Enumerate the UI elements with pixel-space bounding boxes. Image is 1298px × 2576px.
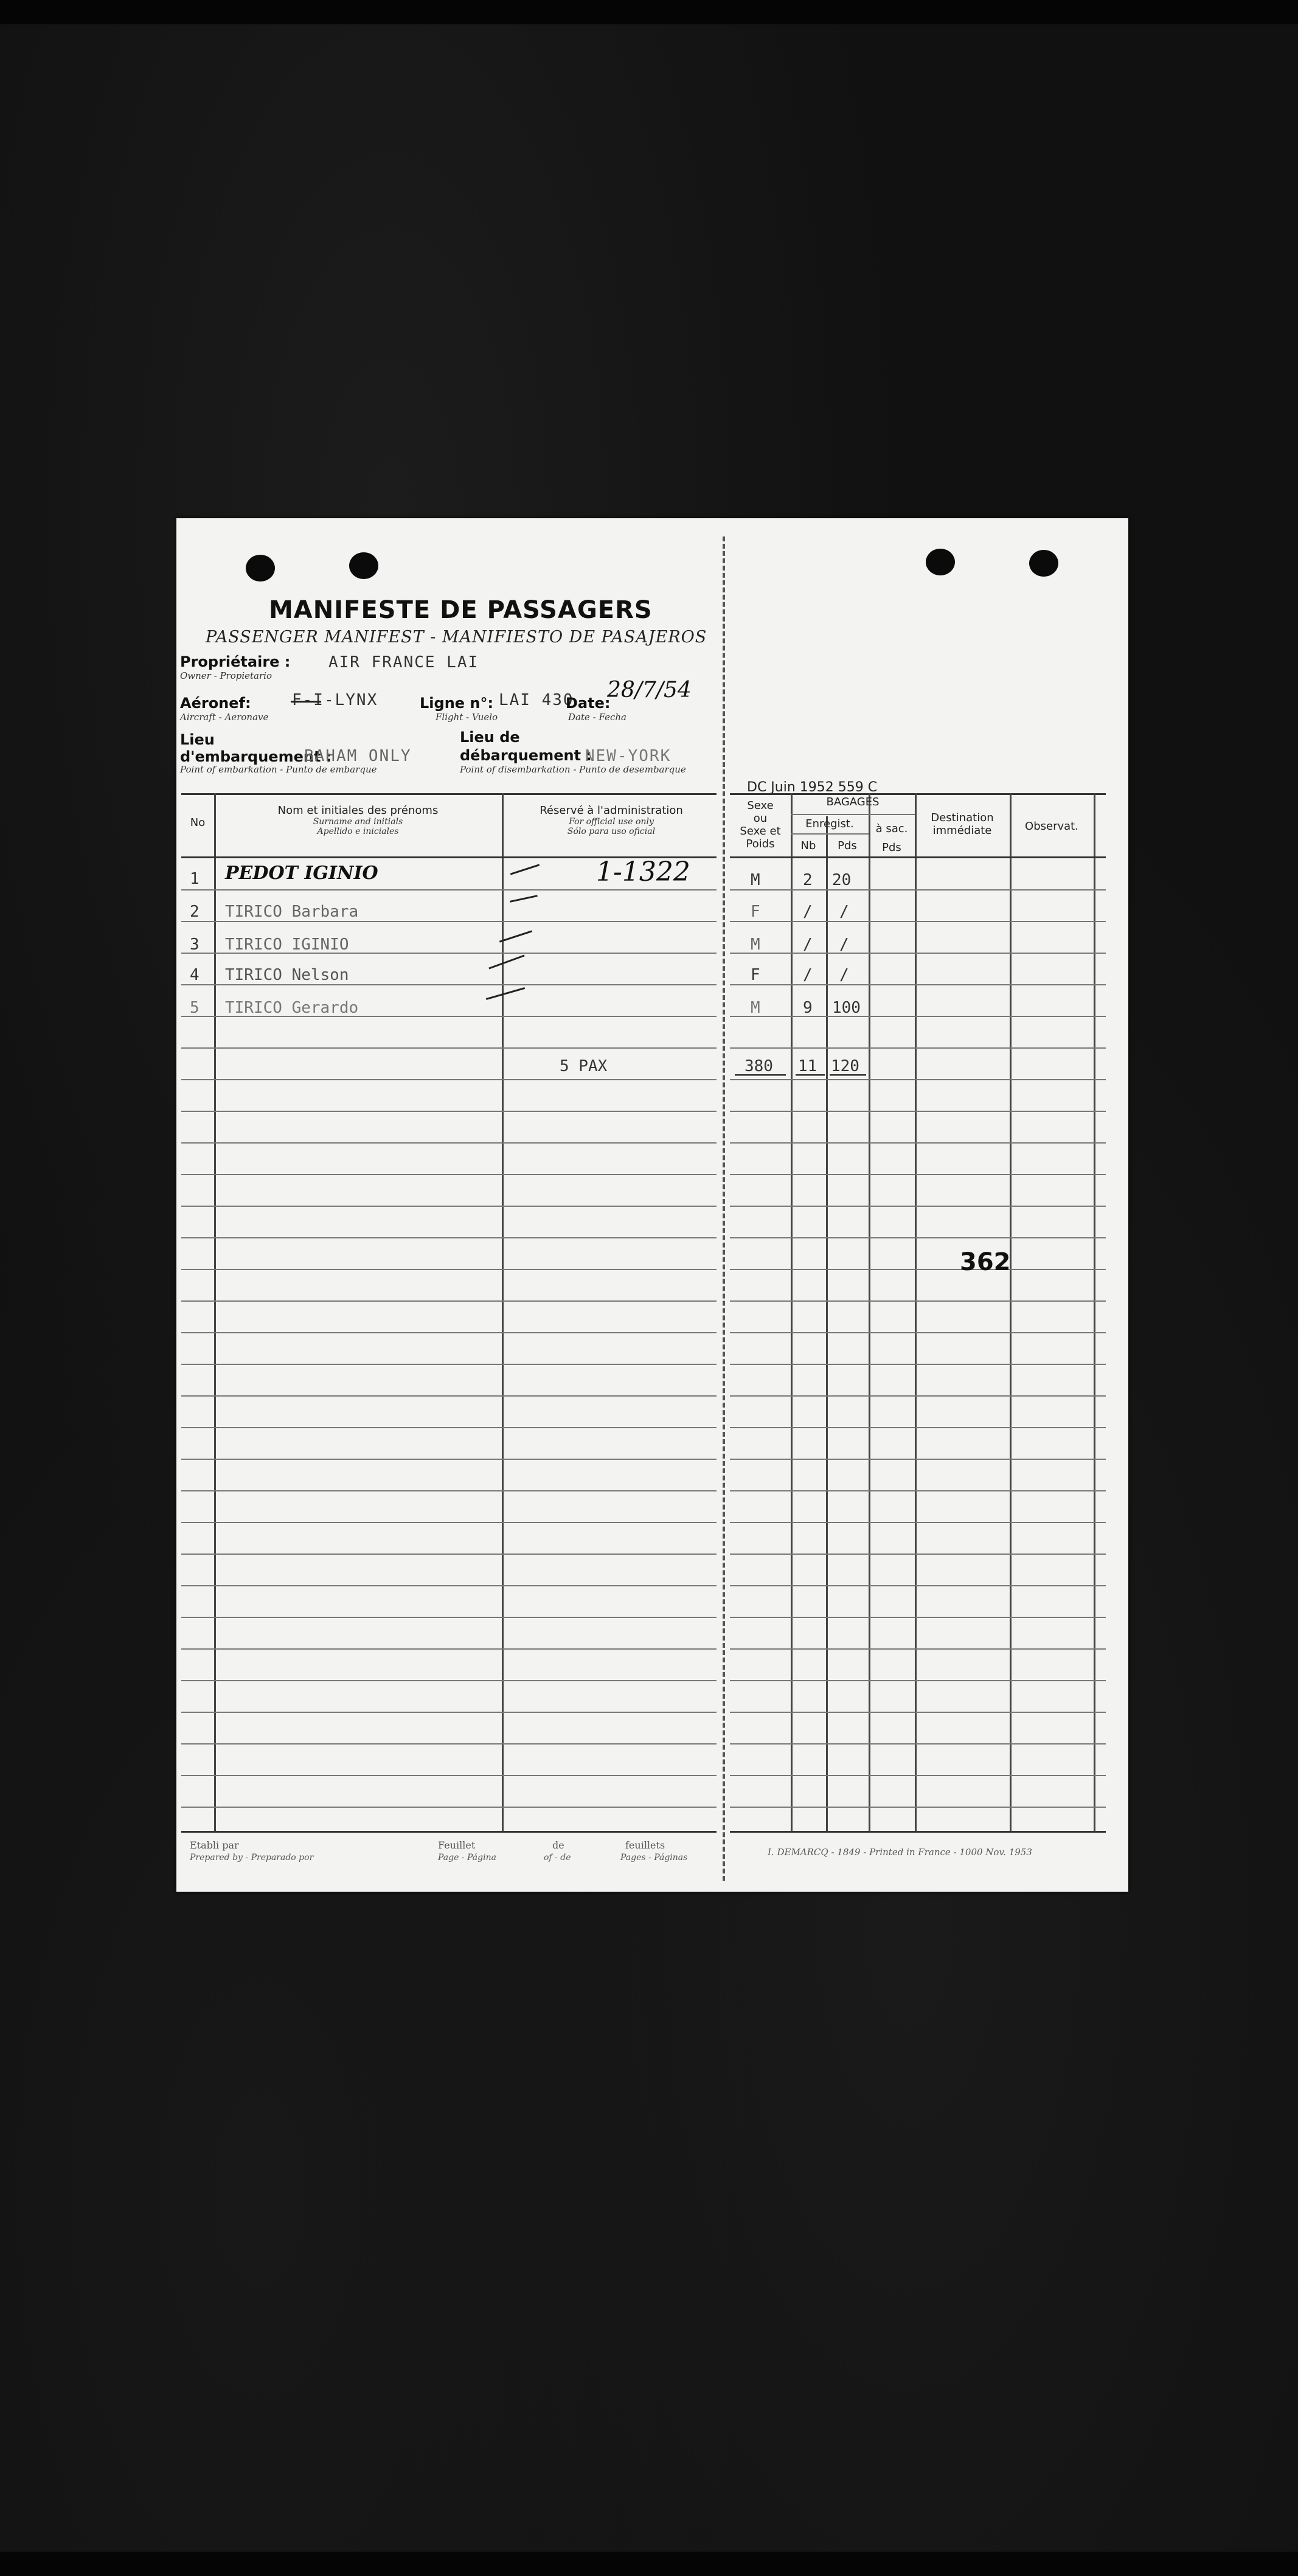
ruled-line [730,1680,1106,1681]
flight-label: Ligne n°: [420,695,494,712]
ruled-line [730,1617,1106,1618]
admin-entry: 1-1322 [596,856,690,887]
ruled-line [730,1427,1106,1428]
bag-weight-cell: / [839,936,849,954]
ruled-line [181,1332,717,1333]
sheet-fold-line [723,536,725,1881]
col-divider [826,816,828,1831]
total-pax: 5 PAX [560,1057,608,1075]
bag-weight-cell: 100 [832,999,861,1017]
ruled-line [730,1459,1106,1460]
ruled-line [730,984,1106,985]
ruled-line [730,1395,1106,1397]
ruled-line [181,1585,717,1586]
ruled-line [730,1111,1106,1112]
footer-sheet: Feuillet [438,1839,476,1851]
col-header-no-wrap [181,816,214,829]
ruled-line [730,1364,1106,1365]
check-mark [499,930,532,942]
ruled-line [730,1585,1106,1586]
owner-sublabel: Owner - Propietario [180,670,272,681]
col-header-name-wrap [214,804,502,836]
col-header-no: No [190,816,206,829]
col-header-obs-wrap [1010,820,1094,833]
sex-cell: M [751,999,760,1017]
col-header-bag-sac-wrap [869,822,915,854]
check-mark [510,895,538,902]
ruled-line [181,1554,717,1555]
col-divider [1010,793,1012,1831]
total-weight: 380 [744,1057,773,1075]
ruled-line [730,1522,1106,1523]
disembark-sublabel: Point of disembarkation - Punto de desembarque [460,764,686,775]
ruled-line [730,1079,1106,1080]
bag-count-cell: 2 [803,871,813,889]
footer-of: de [552,1839,564,1851]
col-divider [214,793,216,1831]
ruled-line [730,1269,1106,1270]
col-header-admin: Réservé à l'administration [540,804,683,817]
footer-sheets-sub: Pages - Páginas [620,1853,688,1863]
bag-reg-rule [791,833,869,835]
sex-cell: F [751,903,760,921]
table-bottom-rule-left [181,1831,717,1833]
footer-of-sub: of - de [544,1853,571,1863]
flight-value: LAI 430 [499,691,574,709]
sex-cell: M [751,871,760,889]
col-header-bag-sac-2: Pds [882,841,901,854]
ruled-line [181,1111,717,1112]
scan-bottom-border [0,2552,1298,2576]
col-header-name-es: Apellido e iniciales [317,827,399,836]
punch-hole [1029,550,1058,577]
ruled-line [730,1743,1106,1745]
ruled-line [181,1743,717,1745]
col-header-dest-2: immédiate [932,824,992,837]
col-header-name-en: Surname and initials [313,817,403,827]
passenger-name: PEDOT IGINIO [225,863,378,884]
ruled-line [730,889,1106,890]
ruled-line [181,1459,717,1460]
row-number: 3 [190,936,200,954]
bag-count-cell: / [803,936,813,954]
col-header-bag-pds: Pds [838,839,857,852]
col-header-bagages: BAGAGES [826,796,880,808]
ruled-line [181,1300,717,1302]
col-divider [502,793,504,1831]
check-mark [486,987,525,1000]
col-divider [1094,793,1095,1831]
disembark-value: NEW-YORK [585,747,672,765]
ruled-line [730,1332,1106,1333]
ruled-line [730,1490,1106,1491]
row-number: 5 [190,999,200,1017]
disembark-label-line1: Lieu de [460,729,520,746]
col-header-bag-reg-wrap [791,818,869,830]
bag-count-cell: / [803,966,813,984]
col-header-sex-2: ou [753,812,768,825]
col-divider [915,793,917,1831]
col-header-admin-es: Sólo para uso oficial [567,827,656,836]
col-header-dest-wrap [915,811,1010,837]
row-number: 4 [190,966,200,984]
bag-count-cell: / [803,903,813,921]
ruled-line [730,1807,1106,1808]
date-value: 28/7/54 [607,678,692,703]
ruled-line [181,1648,717,1650]
total-underline [830,1074,866,1076]
ruled-line [181,1775,717,1776]
sex-cell: F [751,966,760,984]
stamp-number: 362 [960,1248,1011,1276]
check-mark [488,954,524,969]
ruled-line [730,1016,1106,1017]
scan-top-border [0,0,1298,24]
ruled-line [181,1617,717,1618]
owner-value: AIR FRANCE LAI [328,653,479,672]
embark-label-line2: d'embarquement : [180,748,332,765]
document-subtitle: PASSENGER MANIFEST - MANIFIESTO DE PASAJEROS [206,628,707,647]
ruled-line [181,1807,717,1808]
bag-weight-cell: / [839,966,849,984]
footer-established: Etabli par [190,1839,239,1851]
col-header-admin-wrap [502,804,721,836]
document-title: MANIFESTE DE PASSAGERS [269,596,653,624]
embark-label-line1: Lieu [180,731,215,748]
col-header-admin-en: For official use only [569,817,654,827]
passenger-name: TIRICO Barbara [225,903,359,921]
date-sublabel: Date - Fecha [568,712,626,723]
col-header-sex-wrap [730,799,791,850]
row-number: 1 [190,870,200,888]
ruled-line [730,1206,1106,1207]
ruled-line [181,1174,717,1175]
ruled-line [730,1174,1106,1175]
embark-sublabel: Point of embarkation - Punto de embarque [180,764,377,775]
passenger-name: TIRICO Gerardo [225,999,359,1017]
bag-header-rule [791,814,915,815]
date-label: Date: [566,695,611,712]
punch-hole [349,552,378,579]
ruled-line [730,1775,1106,1776]
col-header-sex-3: Sexe et [740,825,781,838]
ruled-line [181,921,717,922]
disembark-label-line2: débarquement : [460,747,592,764]
aircraft-label: Aéronef: [180,695,251,712]
col-header-obs: Observat. [1025,820,1078,833]
ruled-line [181,889,717,890]
bag-weight-cell: 20 [832,871,852,889]
col-header-bag-reg: Enregist. [805,818,854,830]
table-top-rule-left [181,793,717,795]
col-divider [869,793,870,1831]
ruled-line [181,1522,717,1523]
col-header-sex-1: Sexe [747,799,774,812]
check-mark [510,864,540,875]
ruled-line [181,1364,717,1365]
header-bottom-rule-right [730,856,1106,858]
footer-sheets: feuillets [625,1839,665,1851]
embark-value: BAHAM ONLY [304,747,412,765]
footer-established-sub: Prepared by - Preparado por [190,1853,314,1863]
ruled-line [181,1269,717,1270]
col-divider [791,793,793,1831]
form-code: DC Juin 1952 559 C [747,780,878,795]
ruled-line [730,1712,1106,1713]
table-bottom-rule-right [730,1831,1106,1833]
ruled-line [730,1047,1106,1049]
ruled-line [181,1079,717,1080]
flight-sublabel: Flight - Vuelo [436,712,498,723]
ruled-line [181,1206,717,1207]
col-header-dest-1: Destination [931,811,994,824]
col-header-bag-wrap [791,796,915,808]
aircraft-sublabel: Aircraft - Aeronave [180,712,269,723]
total-underline [796,1074,825,1076]
printer-mark: I. DEMARCQ - 1849 - Printed in France - 1000 Nov. 1953 [768,1847,1032,1858]
ruled-line [730,1554,1106,1555]
ruled-line [181,1047,717,1049]
punch-hole [246,555,275,582]
col-header-name: Nom et initiales des prénoms [277,804,439,817]
ruled-line [181,984,717,985]
total-bag-weight: 120 [831,1057,859,1075]
ruled-line [730,1237,1106,1238]
ruled-line [181,1712,717,1713]
total-underline [735,1074,786,1076]
passenger-name: TIRICO Nelson [225,966,349,984]
ruled-line [730,1648,1106,1650]
punch-hole [926,549,955,575]
aircraft-strike [291,701,321,703]
ruled-line [181,1490,717,1491]
ruled-line [181,1395,717,1397]
owner-label: Propriétaire : [180,653,291,670]
row-number: 2 [190,903,200,921]
ruled-line [181,1142,717,1144]
passenger-name: TIRICO IGINIO [225,936,349,954]
aircraft-value: F-I-LYNX [292,691,378,709]
ruled-line [181,1680,717,1681]
footer-sheet-sub: Page - Página [438,1853,496,1863]
bag-count-cell: 9 [803,999,813,1017]
table-top-rule-right [730,793,1106,795]
bag-weight-cell: / [839,903,849,921]
col-header-bag-sac-1: à sac. [875,822,908,835]
ruled-line [181,1237,717,1238]
ruled-line [730,953,1106,954]
sex-cell: M [751,936,760,954]
col-header-sex-4: Poids [746,838,775,850]
ruled-line [730,1142,1106,1144]
ruled-line [181,1427,717,1428]
col-header-bag-nb: Nb [800,839,816,852]
manifest-sheet [176,518,1128,1892]
ruled-line [730,921,1106,922]
ruled-line [730,1300,1106,1302]
total-bag-count: 11 [798,1057,817,1075]
